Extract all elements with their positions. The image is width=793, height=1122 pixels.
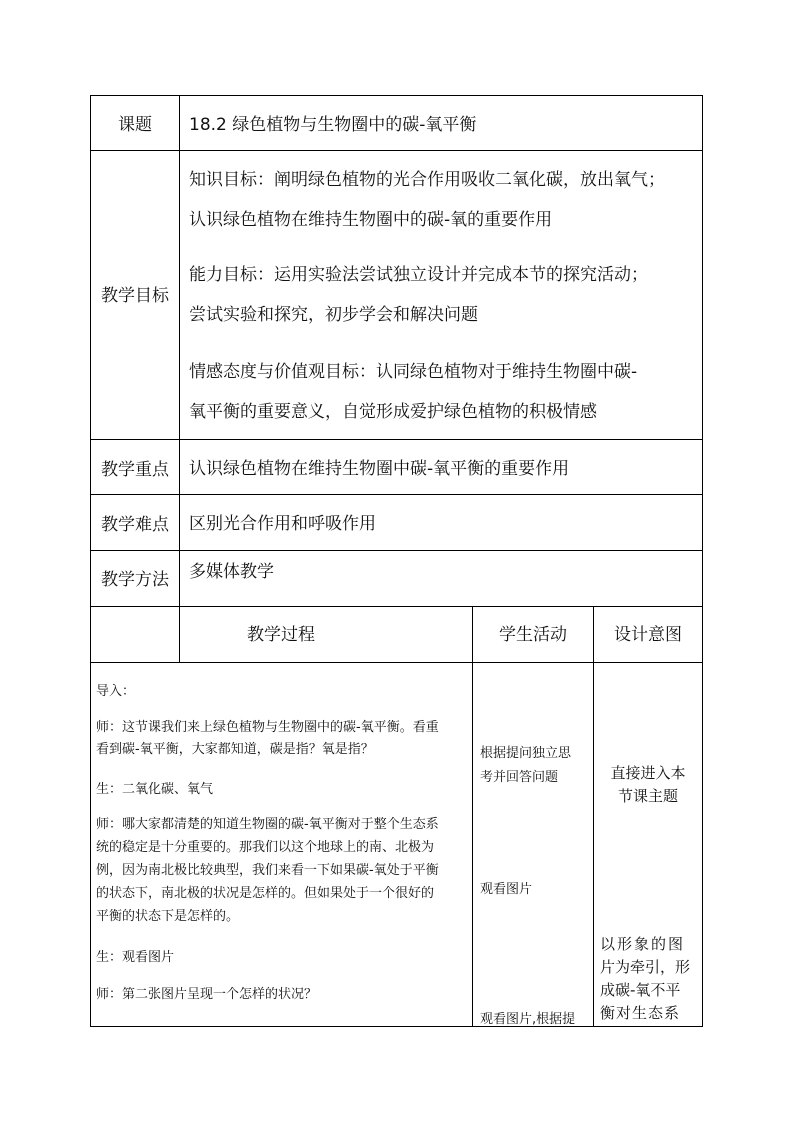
key-point-label: 教学重点 (101, 460, 169, 480)
design-intent-line: 直接进入本 (610, 764, 686, 782)
ability-objective-line: 能力目标：运用实验法尝试独立设计并完成本节的探究活动； (189, 265, 648, 285)
method-value: 多媒体教学 (189, 562, 274, 582)
process-line: 例，因为南北极比较典型，我们来看一下如果碳-氧处于平衡 (96, 863, 439, 878)
knowledge-objective-line: 知识目标：阐明绿色植物的光合作用吸收二氧化碳，放出氧气； (189, 170, 665, 190)
process-line: 看到碳-氧平衡，大家都知道，碳是指？氧是指？ (96, 742, 374, 757)
process-line: 生：二氧化碳、氧气 (96, 782, 214, 797)
design-intent-line: 衡对生态系 (600, 1004, 681, 1022)
emotion-objective-line: 氧平衡的重要意义，自觉形成爱护绿色植物的积极情感 (189, 402, 597, 422)
row-divider (90, 550, 703, 551)
row-divider (90, 150, 703, 151)
student-activity-line: 观看图片,根据提 (480, 1012, 576, 1027)
label-column-divider (179, 95, 180, 550)
table-border-bottom (90, 1026, 703, 1027)
emotion-objective-line: 情感态度与价值观目标：认同绿色植物对于维持生物圈中碳- (189, 362, 638, 382)
topic-value: 18.2 绿色植物与生物圈中的碳-氧平衡 (189, 115, 477, 135)
process-intro: 导入： (96, 684, 136, 699)
design-intent-line: 片为牵引，形 (600, 958, 691, 976)
student-activity-line: 观看图片 (480, 882, 533, 897)
ability-objective-line: 尝试实验和探究，初步学会和解决问题 (189, 305, 478, 325)
table-border-right (702, 95, 703, 1027)
process-line: 师：这节课我们来上绿色植物与生物圈中的碳-氧平衡。看重 (96, 720, 439, 735)
process-line: 师：哪大家都清楚的知道生物圈的碳-氧平衡对于整个生态系 (96, 817, 439, 832)
design-intent-header: 设计意图 (614, 625, 682, 645)
difficulty-label: 教学难点 (101, 515, 169, 535)
difficulty-value: 区别光合作用和呼吸作用 (189, 514, 376, 534)
student-activity-line: 考并回答问题 (480, 770, 559, 785)
process-line: 师：第二张图片呈现一个怎样的状况？ (96, 987, 318, 1002)
objectives-label: 教学目标 (101, 286, 169, 306)
process-header: 教学过程 (247, 625, 315, 645)
row-divider (90, 662, 703, 663)
design-intent-line: 成碳-氧不平 (600, 981, 681, 999)
topic-label: 课题 (118, 115, 152, 135)
process-line: 平衡的状态下是怎样的。 (96, 909, 240, 924)
key-point-value: 认识绿色植物在维持生物圈中碳-氧平衡的重要作用 (189, 459, 570, 479)
row-divider (90, 606, 703, 607)
design-intent-line: 节课主题 (617, 787, 678, 805)
knowledge-objective-line: 认识绿色植物在维持生物圈中的碳-氧的重要作用 (189, 210, 553, 230)
process-column-divider (472, 606, 473, 1027)
student-column-divider (593, 606, 594, 1027)
student-activity-line: 根据提问独立思 (480, 746, 572, 761)
method-label: 教学方法 (101, 570, 169, 590)
table-border-left (90, 95, 91, 1027)
process-line: 生：观看图片 (96, 950, 175, 965)
process-line: 统的稳定是十分重要的。那我们以这个地球上的南、北极为 (96, 840, 435, 855)
lesson-plan-table (90, 95, 703, 1027)
design-intent-line: 以形象的图 (600, 935, 686, 953)
process-line: 的状态下，南北极的状况是怎样的。但如果处于一个很好的 (96, 886, 435, 901)
student-activity-header: 学生活动 (499, 625, 567, 645)
row-divider (90, 494, 703, 495)
row-divider (90, 439, 703, 440)
table-border-top (90, 95, 703, 96)
